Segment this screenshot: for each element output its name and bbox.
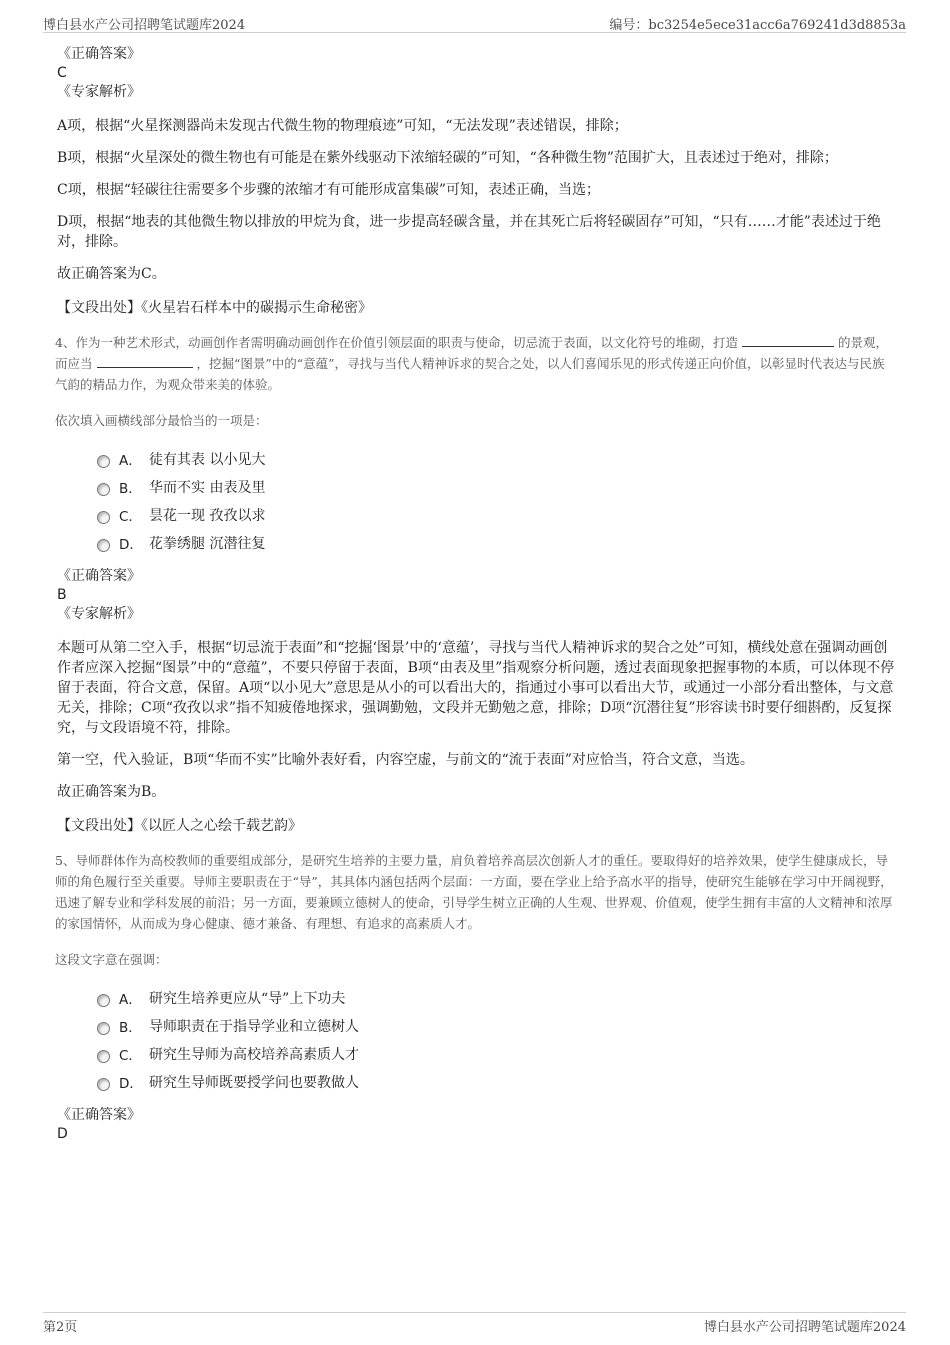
option-letter: A． <box>119 992 142 1008</box>
option-letter: D． <box>119 1076 143 1092</box>
option-text: 研究生培养更应从“导”上下功夫 <box>149 991 346 1007</box>
q4-prompt: 依次填入画横线部分最恰当的一项是： <box>55 413 268 428</box>
q5-option-b[interactable] <box>97 1012 895 1040</box>
option-letter: C． <box>119 1048 142 1064</box>
expert-analysis-label: 《专家解析》 <box>57 84 141 100</box>
q4-question-text <box>55 332 895 395</box>
q3-source: 【文段出处】《火星岩石样本中的碳揭示生命秘密》 <box>57 300 372 316</box>
option-text: 花拳绣腿 沉潜往复 <box>149 536 266 552</box>
page-content <box>55 45 895 1144</box>
option-letter: C． <box>119 509 142 525</box>
q5-options <box>97 984 895 1096</box>
q4-blank-2 <box>97 354 193 368</box>
q4-source: 【文段出处】《以匠人之心绘千载艺韵》 <box>57 818 302 834</box>
page-number: 第2页 <box>43 1320 78 1335</box>
header-title: 博白县水产公司招聘笔试题库2024 <box>43 18 246 33</box>
radio-icon[interactable] <box>97 539 110 552</box>
q5-option-d[interactable] <box>97 1068 895 1096</box>
option-text: 徒有其表 以小见大 <box>149 452 266 468</box>
option-letter: A． <box>119 453 142 469</box>
q5-prompt: 这段文字意在强调： <box>55 952 168 967</box>
page-footer <box>43 1312 906 1335</box>
q4-text-part1: 4、作为一种艺术形式，动画创作者需明确动画创作在价值引领层面的职责与使命，切忌流于表面，以文化符号的堆砌，打造 <box>55 335 738 350</box>
radio-icon[interactable] <box>97 483 110 496</box>
option-letter: B． <box>119 481 142 497</box>
q3-analysis-c: C项，根据“轻碳往往需要多个步骤的浓缩才有可能形成富集碳”可知，表述正确，当选； <box>57 182 601 198</box>
option-text: 研究生导师既要授学问也要教做人 <box>149 1075 359 1091</box>
q4-option-b[interactable] <box>97 473 895 501</box>
q4-option-d[interactable] <box>97 529 895 557</box>
radio-icon[interactable] <box>97 1022 110 1035</box>
radio-icon[interactable] <box>97 511 110 524</box>
q3-analysis-a: A项，根据“火星探测器尚未发现古代微生物的物理痕迹”可知，“无法发现”表述错误，排除； <box>57 118 628 134</box>
q4-answer: B <box>57 587 67 603</box>
expert-analysis-label: 《专家解析》 <box>57 606 141 622</box>
radio-icon[interactable] <box>97 1078 110 1091</box>
correct-answer-label: 《正确答案》 <box>57 1107 141 1123</box>
q4-text-part3: ，挖掘“图景”中的“意蕴”，寻找与当代人精神诉求的契合之处，以人们喜闻乐见的形式传递正向价值，以彰显时代表达与民族气韵的精品力作，为观众带来美的体验。 <box>55 356 885 392</box>
q4-blank-1 <box>742 333 834 347</box>
q4-conclusion: 故正确答案为B。 <box>57 784 166 800</box>
q4-option-a[interactable] <box>97 445 895 473</box>
q3-answer: C <box>57 65 67 81</box>
option-text: 导师职责在于指导学业和立德树人 <box>149 1019 359 1035</box>
radio-icon[interactable] <box>97 455 110 468</box>
q3-conclusion: 故正确答案为C。 <box>57 266 166 282</box>
q4-options <box>97 445 895 557</box>
q4-analysis-first-blank: 第一空，代入验证，B项“华而不实”比喻外表好看，内容空虚，与前文的“流于表面”对应恰当，符合文意，当选。 <box>57 752 754 768</box>
option-text: 研究生导师为高校培养高素质人才 <box>149 1047 359 1063</box>
q5-option-a[interactable] <box>97 984 895 1012</box>
q3-analysis-b: B项，根据“火星深处的微生物也有可能是在紫外线驱动下浓缩轻碳的”可知，“各种微生物”范围扩大，且表述过于绝对，排除； <box>57 150 838 166</box>
footer-title: 博白县水产公司招聘笔试题库2024 <box>703 1320 906 1335</box>
q5-answer: D <box>57 1126 68 1142</box>
option-letter: B． <box>119 1020 142 1036</box>
correct-answer-label: 《正确答案》 <box>57 568 141 584</box>
page-header <box>43 10 906 33</box>
q3-analysis-d: D项，根据“地表的其他微生物以排放的甲烷为食，进一步提高轻碳含量，并在其死亡后将轻碳固存”可知，“只有……才能”表述过于绝对，排除。 <box>57 214 881 250</box>
radio-icon[interactable] <box>97 1050 110 1063</box>
correct-answer-label: 《正确答案》 <box>57 46 141 62</box>
q4-text-part2: 的景观，而应当 <box>55 335 888 371</box>
q4-option-c[interactable] <box>97 501 895 529</box>
option-text: 华而不实 由表及里 <box>149 480 266 496</box>
q5-option-c[interactable] <box>97 1040 895 1068</box>
radio-icon[interactable] <box>97 994 110 1007</box>
option-letter: D． <box>119 537 143 553</box>
option-text: 昙花一现 孜孜以求 <box>149 508 266 524</box>
q5-question-text: 5、导师群体作为高校教师的重要组成部分，是研究生培养的主要力量，肩负着培养高层次创新人才的重任。要取得好的培养效果，使学生健康成长，导师的角色履行至关重要。导师主要职责在于“导”，其具体内涵包括两个层面：一方面，要在学业上给予高水平的指导，使研究生能够在学习中开阔视野，迅速了解专业和学科发展的前沿；另一方面，要兼顾立德树人的使命，引导学生树立正确的人生观、世界观、价值观，使学生拥有丰富的人文精神和浓厚的家国情怀，从而成为身心健康、德才兼备、有理想、有追求的高素质人才。 <box>55 853 893 931</box>
q4-analysis-main: 本题可从第二空入手，根据“切忌流于表面”和“挖掘‘图景’中的‘意蕴’，寻找与当代人精神诉求的契合之处”可知，横线处意在强调动画创作者应深入挖掘“图景”中的“意蕴”，不要只停留于表面，B项“由表及里”指观察分析问题，透过表面现象把握事物的本质，可以体现不停留于表面，符合文意，保留。A项“以小见大”意思是从小的可以看出大的，指通过小事可以看出大节，或通过一小部分看出整体，与文意无关，排除；C项“孜孜以求”指不知疲倦地探求，强调勤勉，文段并无勤勉之意，排除；D项“沉潜往复”形容读书时要仔细斟酌，反复探究，与文段语境不符，排除。 <box>57 640 895 736</box>
header-serial-number: 编号：bc3254e5ece31acc6a769241d3d8853a <box>609 18 906 33</box>
